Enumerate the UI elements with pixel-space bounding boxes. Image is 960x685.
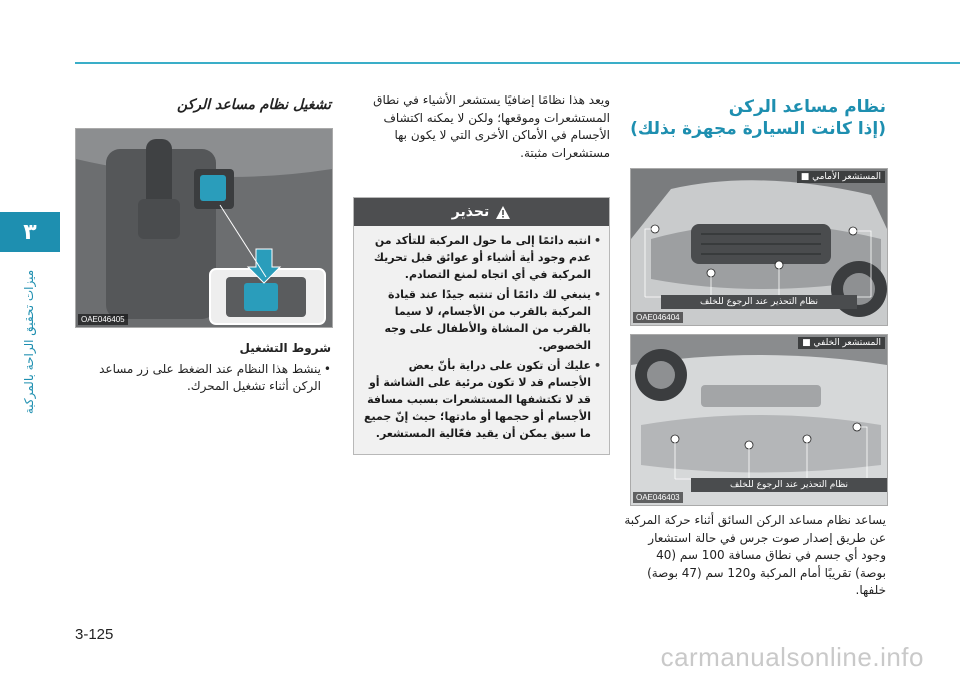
operating-conditions bbox=[75, 340, 331, 396]
section-title-line2: (إذا كانت السيارة مجهزة بذلك) bbox=[630, 119, 886, 139]
system-description bbox=[620, 512, 886, 600]
rear-sensor-caption: المستشعر الخلفي ■ bbox=[798, 337, 885, 349]
warning-header bbox=[354, 198, 609, 226]
console-figure-code: OAE046405 bbox=[78, 314, 128, 325]
section-title bbox=[620, 96, 886, 140]
top-rule bbox=[75, 62, 960, 64]
conditions-title: شروط التشغيل bbox=[239, 341, 331, 355]
console-button-illustration bbox=[76, 129, 332, 327]
rear-figure-code: OAE046403 bbox=[633, 492, 683, 503]
parking-button-figure bbox=[75, 128, 333, 328]
page-number: 3-125 bbox=[75, 626, 114, 643]
front-sensor-banner: نظام التحذير عند الرجوع للخلف bbox=[661, 295, 857, 309]
supplementary-note bbox=[356, 92, 610, 162]
chapter-title-text: ميزات تحقيق الراحة بالمركبة bbox=[22, 269, 36, 415]
warning-item: • ينبغي لك دائمًا أن تنتبه جيدًا عند قيادة المركبة بالقرب من الأجسام، لا سيما بالقرب من المشاة والأطفال على وجه الخصوص. bbox=[362, 286, 601, 354]
desc-line: وجود أي جسم في نطاق مسافة 100 سم (40 bbox=[656, 548, 886, 562]
conditions-item: • ينشط هذا النظام عند الضغط على زر مساعد الركن أثناء تشغيل المحرك. bbox=[75, 361, 331, 396]
chapter-title-vertical bbox=[14, 262, 44, 422]
warning-item: • عليك أن تكون على دراية بأنّ بعض الأجسام قد لا تكون مرئية على الشاشة أو قد لا تكتشفها المستشعرات بسبب مسافة الأجسام أو حجمها أو مادتها؛ حيث إنّ جميع ما سبق يمكن أن يقيد فعّالية المستشعر. bbox=[362, 357, 601, 442]
rear-sensor-figure bbox=[630, 334, 888, 506]
chapter-number-tab: ٣ bbox=[0, 212, 60, 252]
desc-line: خلفها. bbox=[855, 583, 886, 597]
note-line: المستشعرات وموقعها؛ ولكن لا يمكنه اكتشاف bbox=[383, 110, 610, 125]
front-figure-code: OAE046404 bbox=[633, 312, 683, 323]
note-line: ويعد هذا نظامًا إضافيًا يستشعر الأشياء في نطاق bbox=[373, 93, 610, 107]
desc-line: عن طريق إصدار صوت جرس في حالة استشعار bbox=[648, 530, 886, 545]
front-sensor-caption: المستشعر الأمامي ■ bbox=[797, 171, 885, 183]
warning-box bbox=[353, 197, 610, 455]
warning-list bbox=[362, 232, 601, 442]
desc-line: يساعد نظام مساعد الركن السائق أثناء حركة المركبة bbox=[624, 513, 886, 527]
section-title-line1: نظام مساعد الركن bbox=[728, 97, 886, 117]
warning-item: • انتبه دائمًا إلى ما حول المركبة للتأكد من عدم وجود أية أشياء أو عوائق قبل تحريك المركبة في أي اتجاه لمنع التصادم. bbox=[362, 232, 601, 283]
watermark: carmanualsonline.info bbox=[660, 642, 924, 672]
note-line: الأجسام في الأماكن الأخرى التي لا يكون بها bbox=[394, 128, 610, 142]
note-line: مستشعرات مثبتة. bbox=[520, 145, 610, 160]
front-sensor-figure bbox=[630, 168, 888, 326]
chapter-sidebar bbox=[0, 0, 60, 685]
operation-title: تشغيل نظام مساعد الركن bbox=[176, 97, 331, 113]
warning-title: تحذير bbox=[451, 204, 490, 220]
rear-sensor-banner: نظام التحذير عند الرجوع للخلف bbox=[691, 478, 887, 492]
conditions-list bbox=[75, 361, 331, 396]
desc-line: بوصة) تقريبًا أمام المركبة و120 سم (47 بوصة) bbox=[647, 565, 886, 580]
warning-icon bbox=[495, 205, 511, 220]
